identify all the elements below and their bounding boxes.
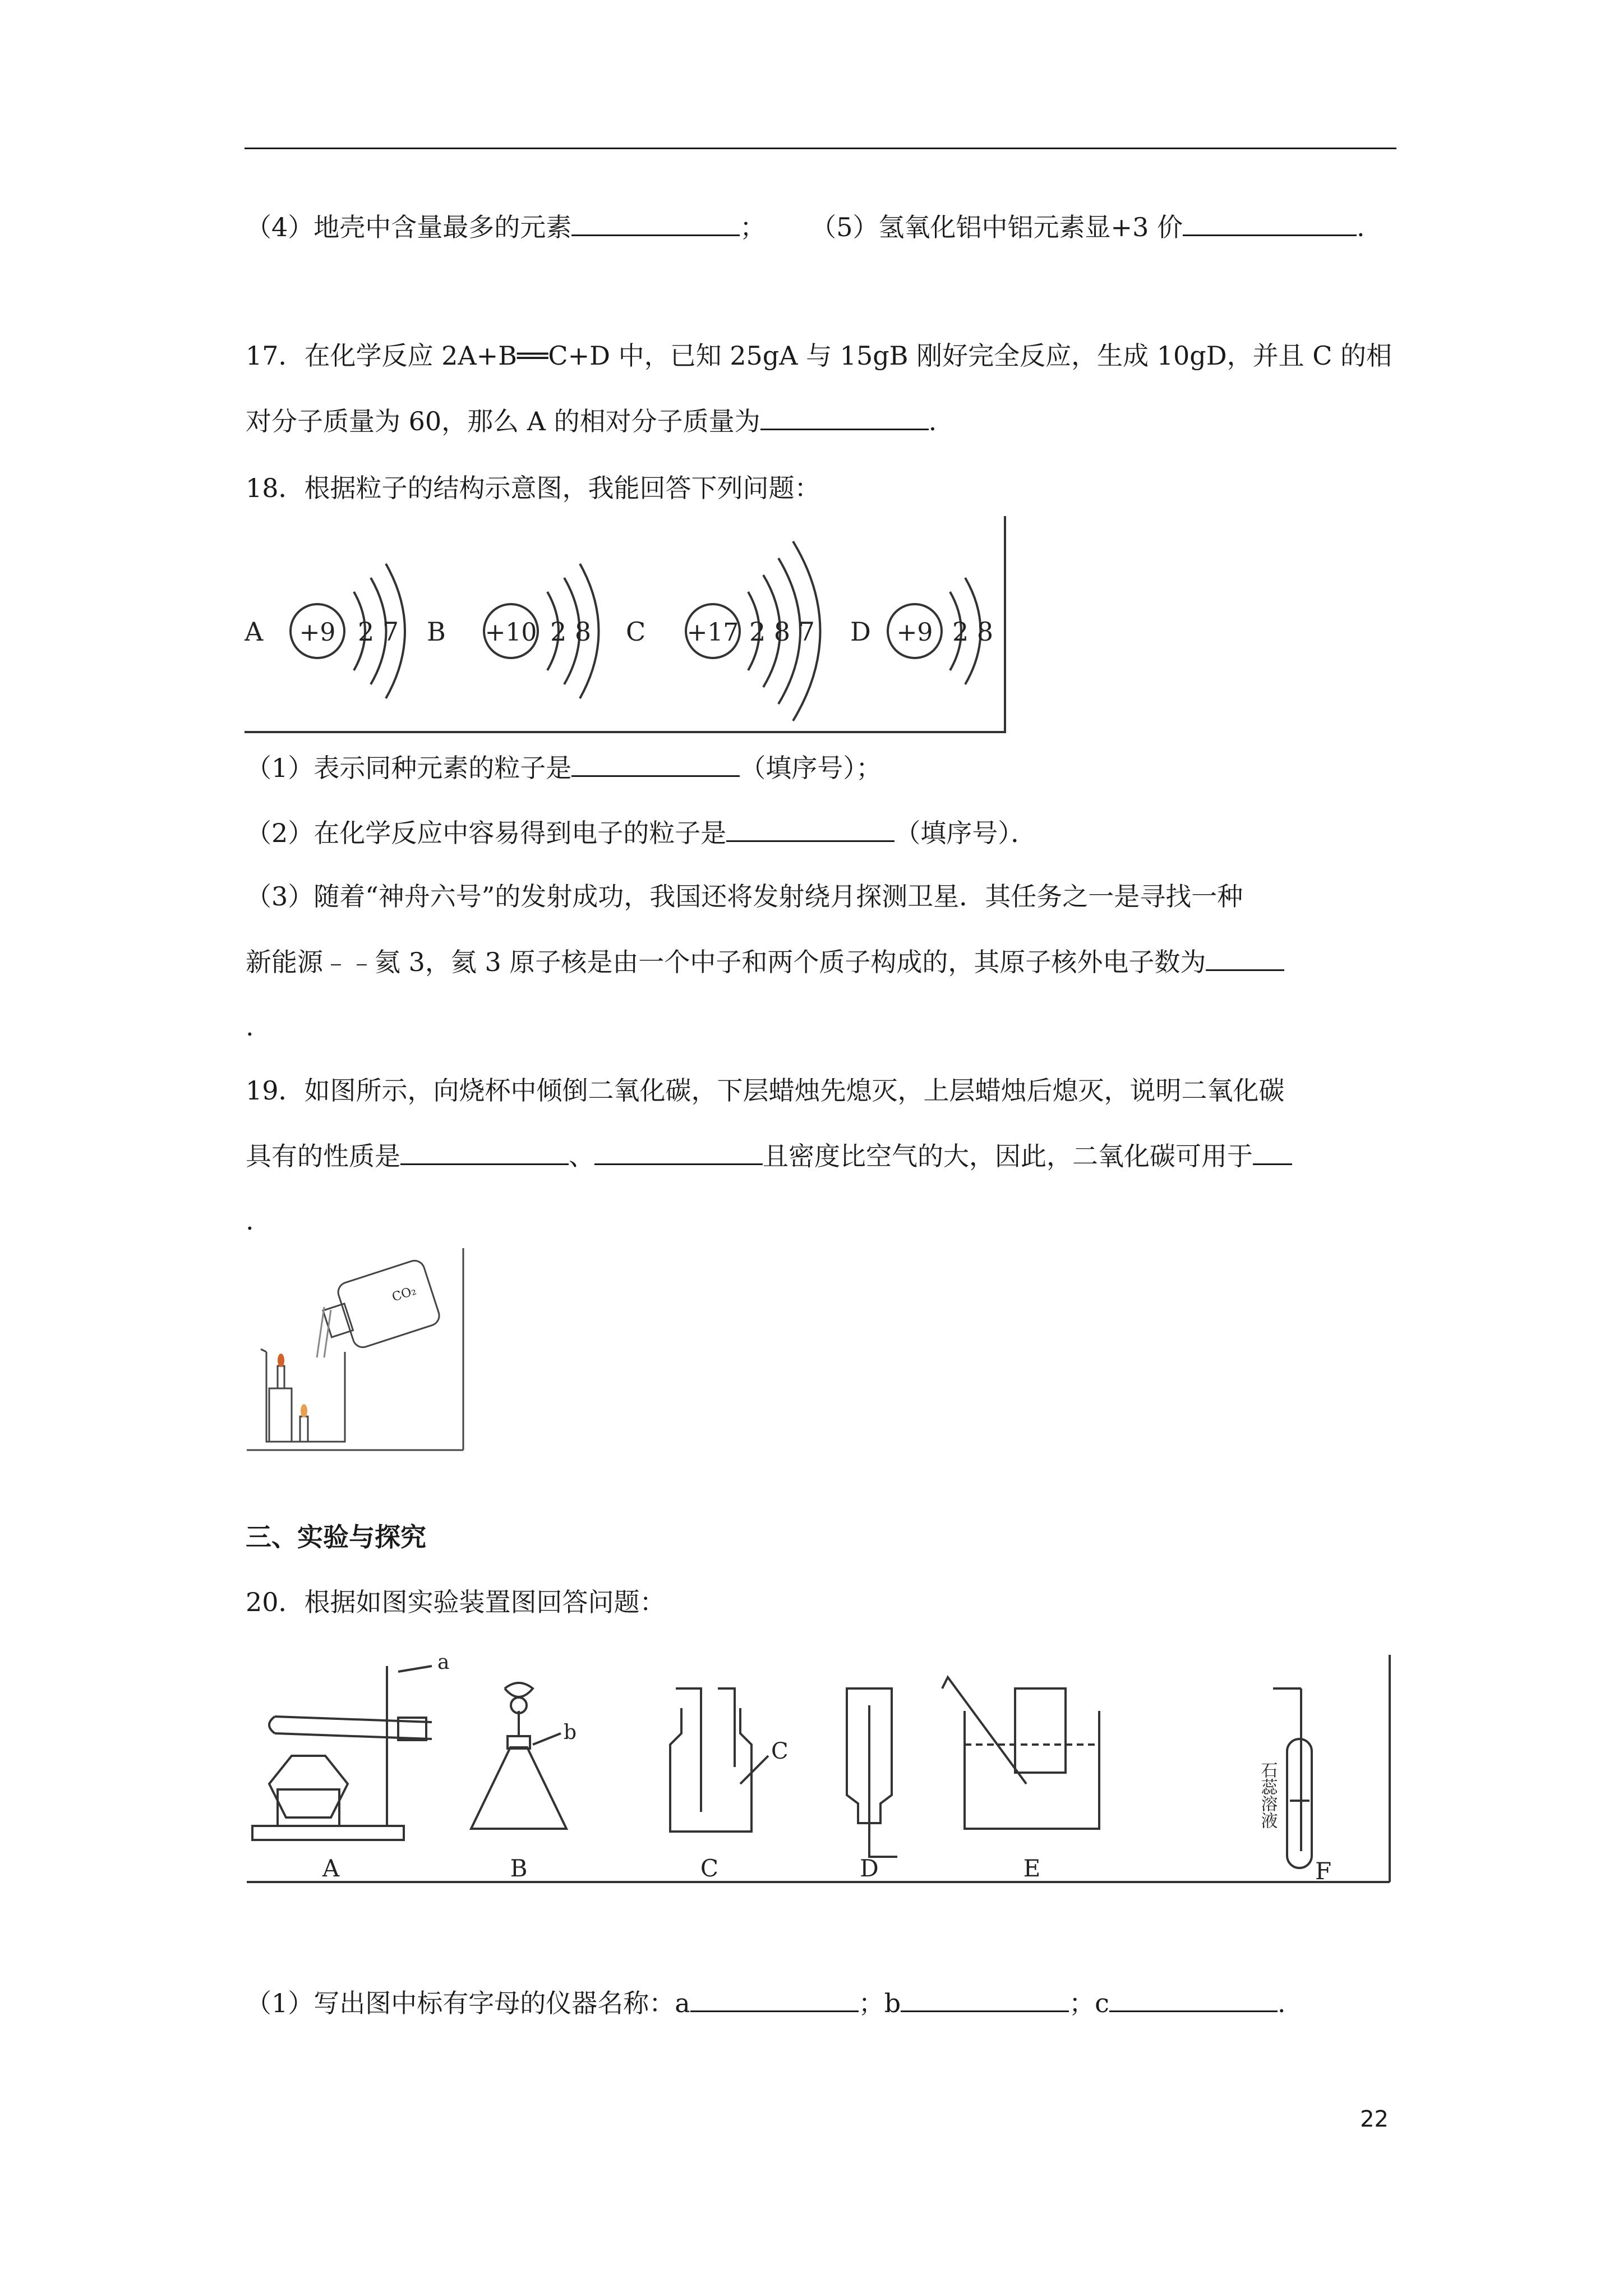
- q18-s3-text: 新能源﹣﹣氦 3，氦 3 原子核是由一个中子和两个质子构成的，其原子核外电子数为: [246, 947, 1206, 977]
- atom-d-label: D: [850, 616, 871, 647]
- answer-blank[interactable]: [901, 1986, 1069, 2012]
- q16-line: [246, 210, 1365, 244]
- answer-blank[interactable]: [1109, 1986, 1278, 2012]
- q18-s3-line2: [246, 945, 1284, 979]
- q18-title: 18．根据粒子的结构示意图，我能回答下列问题：: [246, 473, 820, 503]
- atom-a-nucleus: +9: [299, 618, 336, 647]
- header-rule: [245, 148, 1396, 149]
- pointer-a-label: a: [437, 1655, 450, 1674]
- section-title: 三、实验与探究: [246, 1522, 426, 1552]
- q16-p4-end: ；: [740, 212, 766, 242]
- q17-line1: 17．在化学反应 2A+B══C+D 中，已知 25gA 与 15gB 刚好完全反应，生成 10gD，并且 C 的相: [246, 341, 1393, 371]
- atom-b-nucleus: +10: [485, 618, 537, 647]
- answer-blank[interactable]: [726, 816, 895, 842]
- q17-text: 对分子质量为 60，那么 A 的相对分子质量为: [246, 406, 760, 436]
- q16-p5-text: （5）氢氧化铝中铝元素显+3 价: [810, 212, 1183, 242]
- answer-blank[interactable]: [1183, 210, 1357, 236]
- apparatus-c-label: C: [700, 1855, 719, 1882]
- atom-d-shells: 2 8: [952, 616, 994, 647]
- pointer-c-label: C: [771, 1738, 789, 1764]
- apparatus-b-label: B: [510, 1855, 528, 1882]
- atom-c-shells: 2 8 7: [749, 616, 815, 647]
- q18-s2: [246, 816, 1036, 850]
- apparatus-f-label: F: [1315, 1857, 1332, 1885]
- q18-s3-line1: （3）随着“神舟六号”的发射成功，我国还将发射绕月探测卫星．其任务之一是寻找一种: [246, 881, 1243, 912]
- q19-line3: .: [246, 1205, 254, 1236]
- q19-sep: 、: [569, 1141, 594, 1171]
- lab-apparatus-figure: [247, 1655, 1392, 1902]
- q17-end: .: [928, 406, 937, 436]
- q18-s2-end: （填序号）．: [895, 818, 1037, 848]
- answer-blank[interactable]: [1206, 945, 1284, 971]
- apparatus-e-label: E: [1023, 1855, 1041, 1882]
- answer-blank[interactable]: [571, 751, 740, 777]
- q18-s1-text: （1）表示同种元素的粒子是: [246, 753, 572, 783]
- q19-text: 具有的性质是: [246, 1141, 400, 1171]
- q18-s2-text: （2）在化学反应中容易得到电子的粒子是: [246, 818, 727, 848]
- q18-s3-end: .: [246, 1011, 254, 1042]
- q20-s1-b: ；b: [858, 1988, 901, 2018]
- q19-line2: [246, 1139, 1292, 1173]
- atom-c-label: C: [626, 616, 646, 647]
- atom-b-label: B: [427, 616, 446, 647]
- q20-s1-text: （1）写出图中标有字母的仪器名称：a: [246, 1988, 690, 2018]
- answer-blank[interactable]: [1253, 1139, 1292, 1165]
- atom-b-shells: 2 8: [550, 616, 592, 647]
- apparatus-d-label: D: [860, 1855, 879, 1882]
- atom-structure-figure: [245, 516, 1007, 735]
- q19-line1: 19．如图所示，向烧杯中倾倒二氧化碳，下层蜡烛先熄灭，上层蜡烛后熄灭，说明二氧化碳: [246, 1075, 1285, 1106]
- bottle-label: CO₂: [390, 1283, 418, 1305]
- q20-s1-end: .: [1277, 1988, 1286, 2018]
- answer-blank[interactable]: [400, 1139, 569, 1165]
- q20-s1: [246, 1986, 1286, 2020]
- apparatus-a-label: A: [322, 1855, 340, 1882]
- q16-p4-text: （4）地壳中含量最多的元素: [246, 212, 572, 242]
- q19-text2: 且密度比空气的大，因此，二氧化碳可用于: [763, 1141, 1253, 1171]
- atom-c-nucleus: +17: [686, 618, 739, 647]
- co2-candle-figure: [247, 1248, 465, 1456]
- answer-blank[interactable]: [594, 1139, 763, 1165]
- atom-a-shells: 2 7: [358, 616, 399, 647]
- answer-blank[interactable]: [571, 210, 740, 236]
- q18-s1-end: （填序号）；: [740, 753, 882, 783]
- q20-s1-c: ；c: [1069, 1988, 1109, 2018]
- flame-icon: [301, 1404, 307, 1418]
- q17-line2: [246, 404, 937, 438]
- q20-title: 20．根据如图实验装置图回答问题：: [246, 1587, 666, 1617]
- atom-d-nucleus: +9: [896, 618, 933, 647]
- flame-icon: [278, 1354, 284, 1367]
- q16-p5-end: .: [1356, 212, 1365, 242]
- pointer-b-label: b: [564, 1721, 577, 1744]
- answer-blank[interactable]: [760, 404, 929, 430]
- answer-blank[interactable]: [690, 1986, 859, 2012]
- q18-s1: [246, 751, 882, 785]
- litmus-label: 石蕊溶液: [1257, 1761, 1278, 1829]
- atom-a-label: A: [245, 616, 264, 647]
- page-number: 22: [1360, 2106, 1389, 2132]
